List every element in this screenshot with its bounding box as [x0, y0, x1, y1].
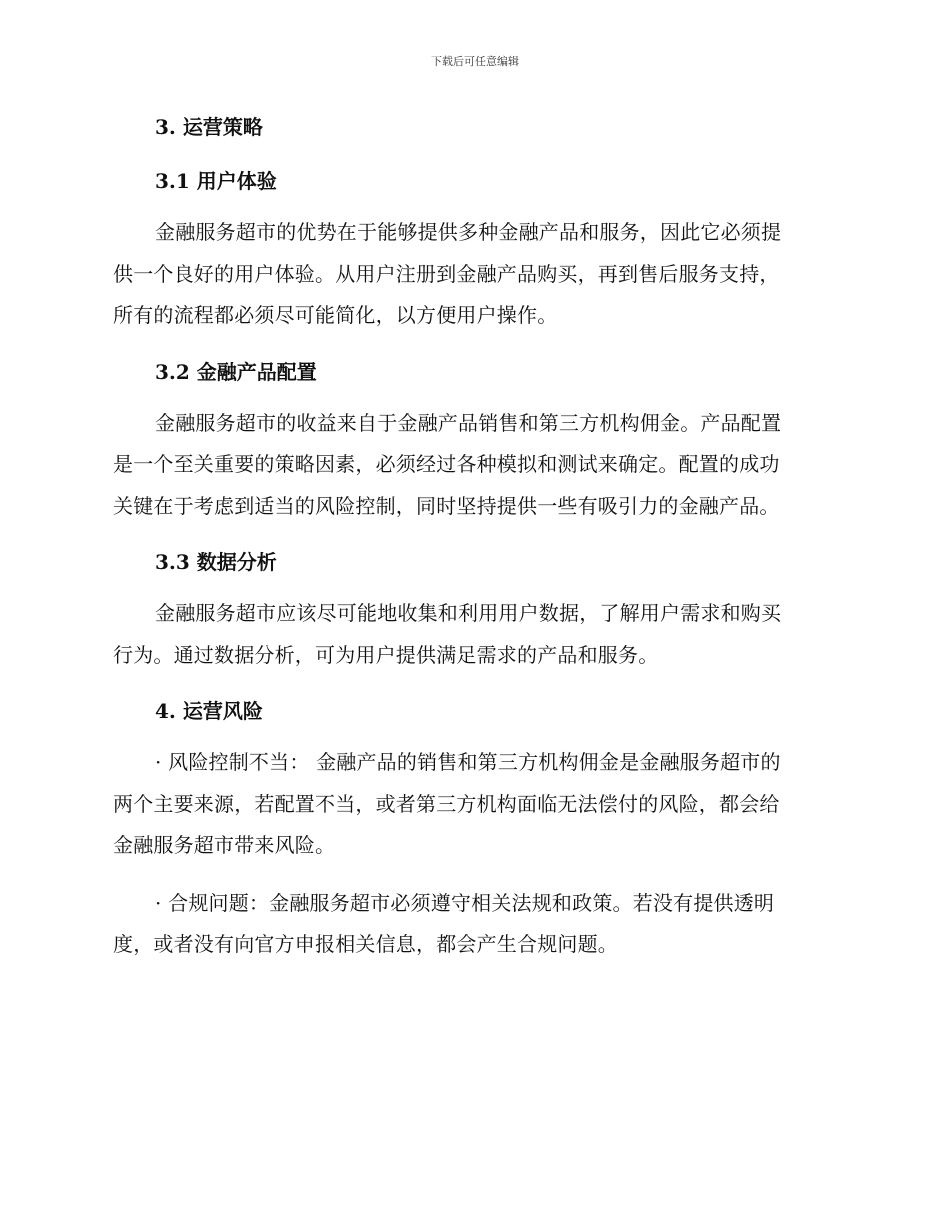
paragraph-line: 两个主要来源，若配置不当，或者第三方机构面临无法偿付的风险，都会给	[113, 791, 780, 816]
risk-item-compliance	[113, 883, 833, 966]
section-3-3-paragraph	[113, 593, 833, 676]
paragraph-line: 行为。通过数据分析，可为用户提供满足需求的产品和服务。	[113, 642, 659, 667]
paragraph-line: 金融服务超市带来风险。	[113, 833, 336, 857]
section-3-heading: 3. 运营策略	[155, 115, 263, 139]
paragraph-line: · 合规问题：金融服务超市必须遵守相关法规和政策。若没有提供透明	[155, 890, 775, 915]
section-3-2-heading: 3.2 金融产品配置	[155, 359, 317, 384]
section-4-heading: 4. 运营风险	[155, 699, 263, 723]
page-header: 下载后可任意编辑	[431, 55, 519, 68]
section-3-2-paragraph	[113, 403, 833, 528]
paragraph-line: 供一个良好的用户体验。从用户注册到金融产品购买，再到售后服务支持，	[113, 261, 780, 286]
section-3-1-heading: 3.1 用户体验	[155, 169, 277, 193]
paragraph-line: 所有的流程都必须尽可能简化，以方便用户操作。	[113, 303, 558, 327]
document-body	[113, 112, 833, 966]
paragraph-line: 度，或者没有向官方申报相关信息，都会产生合规问题。	[113, 932, 618, 956]
risk-item-risk-control	[113, 742, 833, 867]
section-3-1-paragraph	[113, 212, 833, 337]
paragraph-line: 金融服务超市的收益来自于金融产品销售和第三方机构佣金。产品配置	[155, 410, 782, 435]
paragraph-line: 金融服务超市的优势在于能够提供多种金融产品和服务，因此它必须提	[155, 220, 782, 244]
paragraph-line: 金融服务超市应该尽可能地收集和利用用户数据，了解用户需求和购买	[155, 601, 782, 625]
section-3-3-heading: 3.3 数据分析	[155, 550, 277, 574]
paragraph-line: 是一个至关重要的策略因素，必须经过各种模拟和测试来确定。配置的成功	[113, 452, 780, 476]
paragraph-line: · 风险控制不当： 金融产品的销售和第三方机构佣金是金融服务超市的	[155, 750, 781, 774]
paragraph-line: 关键在于考虑到适当的风险控制，同时坚持提供一些有吸引力的金融产品。	[113, 493, 780, 518]
